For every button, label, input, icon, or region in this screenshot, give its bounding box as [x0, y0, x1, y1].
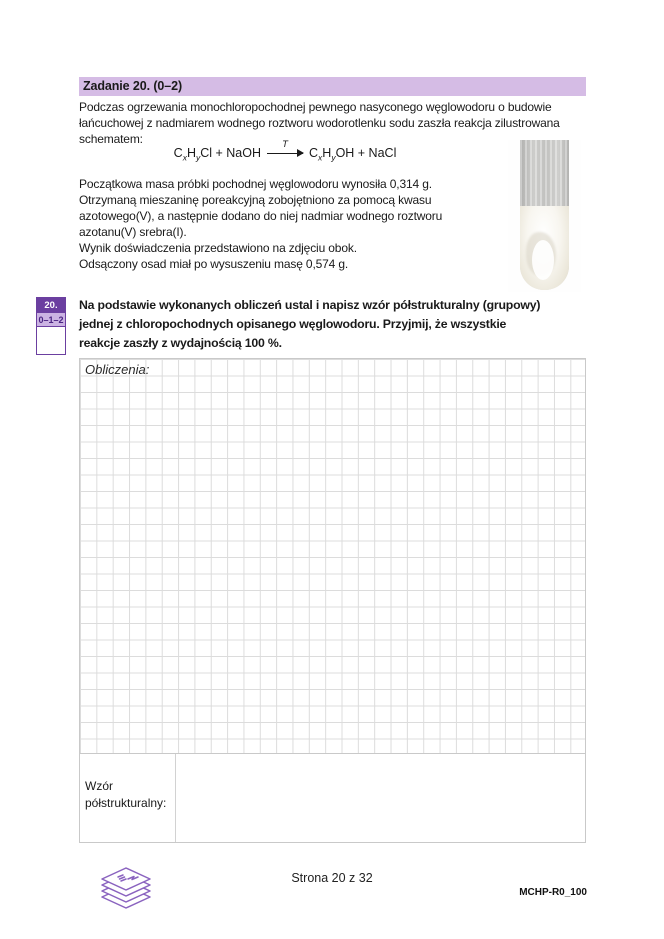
- equation-term: H: [186, 146, 196, 160]
- question-number: 20.: [37, 298, 65, 313]
- test-tube-glass: [520, 140, 569, 209]
- task-intro-paragraph: [79, 99, 560, 147]
- test-tube-photo: [508, 140, 581, 292]
- text-line: Otrzymaną mieszaninę poreakcyjną zobojętniono za pomocą kwasu: [79, 193, 432, 207]
- calculations-label: Obliczenia:: [85, 362, 150, 377]
- equation-subscript: x: [318, 152, 323, 163]
- equation-term: OH + NaCl: [335, 146, 397, 160]
- equation-term: C: [173, 146, 183, 160]
- equation-term: C: [309, 146, 319, 160]
- equation-term: H: [322, 146, 332, 160]
- text-line: azotowego(V), a następnie dodano do niej nadmiar wodnego roztworu: [79, 209, 443, 223]
- formula-answer-box: [79, 754, 586, 843]
- form-code: MCHP-R0_100: [519, 887, 587, 898]
- page-number: Strona 20 z 32: [291, 871, 373, 885]
- test-tube: [520, 140, 569, 290]
- experiment-description: [79, 176, 442, 272]
- text-line: łańcuchowej z nadmiarem wodnego roztworu wodorotlenku sodu zaszła reakcja zilustrowana: [79, 116, 560, 130]
- text-line: jednej z chloropochodnych opisanego węglowodoru. Przyjmij, że wszystkie: [79, 317, 507, 331]
- text-line: azotanu(V) srebra(I).: [79, 225, 187, 239]
- reaction-arrow-icon: [267, 138, 303, 154]
- task-header: Zadanie 20. (0–2): [79, 77, 586, 96]
- text-line: Na podstawie wykonanych obliczeń ustal i napisz wzór półstrukturalny (grupowy): [79, 298, 541, 312]
- equation-subscript: y: [195, 152, 201, 163]
- test-tube-precipitate: [520, 206, 569, 290]
- text-line: Odsączony osad miał po wysuszeniu masę 0,574 g.: [79, 257, 349, 271]
- reaction-equation: [110, 138, 460, 163]
- score-badge: [36, 297, 66, 355]
- points-scale: 0–1–2: [38, 315, 64, 325]
- score-entry-box: [37, 327, 65, 354]
- formula-label: Wzór półstrukturalny:: [80, 754, 176, 842]
- formula-answer-area: [176, 754, 585, 842]
- text-line: Wynik doświadczenia przedstawiono na zdjęciu obok.: [79, 241, 357, 255]
- text-line: Podczas ogrzewania monochloropochodnej pewnego nasyconego węglowodoru o budowie: [79, 100, 552, 114]
- question-text: [79, 296, 599, 353]
- equation-term: Cl + NaOH: [200, 146, 261, 160]
- text-line: schematem:: [79, 132, 143, 146]
- equation-subscript: x: [182, 152, 187, 163]
- calculations-grid-area: [79, 358, 586, 754]
- text-line: reakcje zaszły z wydajnością 100 %.: [79, 336, 282, 350]
- equation-subscript: y: [331, 152, 336, 163]
- text-line: Początkowa masa próbki pochodnej węglowodoru wynosiła 0,314 g.: [79, 177, 432, 191]
- reaction-condition-label: T: [282, 138, 288, 150]
